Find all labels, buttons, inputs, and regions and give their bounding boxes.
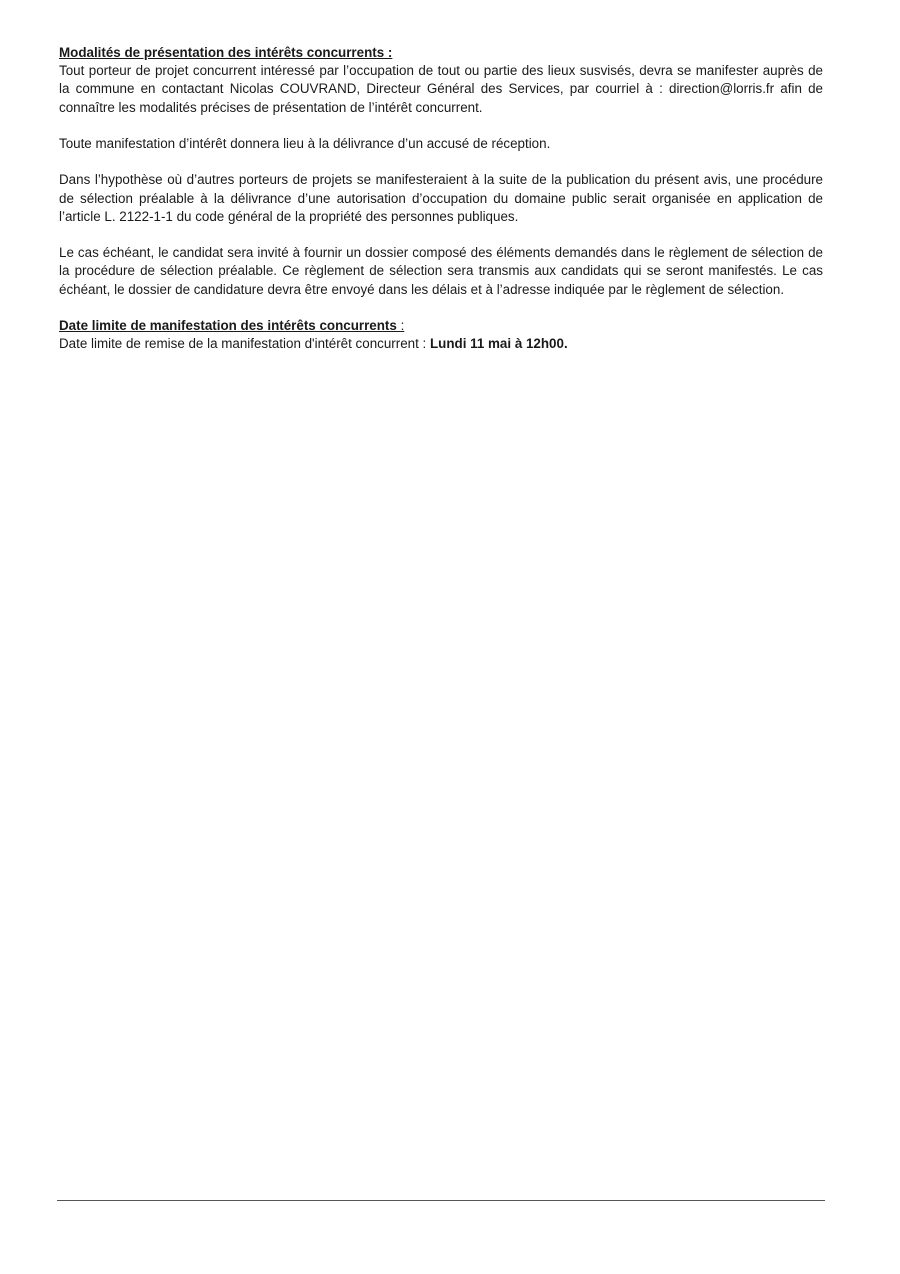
spacer xyxy=(59,153,823,171)
paragraph-candidate-file: Le cas échéant, le candidat sera invité à fournir un dossier composé des éléments demandés dans le règlement de sélection de la procédure de sélection préalable. Ce règlement de sélection sera transmis aux candidats qui se seront manifestés. Le cas échéant, le dossier de candidature devra être envoyé dans les délais et à l’adresse indiquée par le règlement de sélection. xyxy=(59,245,823,297)
footer-divider xyxy=(57,1200,825,1201)
paragraph-acknowledgement: Toute manifestation d’intérêt donnera lieu à la délivrance d’un accusé de réception. xyxy=(59,136,551,151)
spacer xyxy=(59,117,823,135)
paragraph-contact: Tout porteur de projet concurrent intéressé par l’occupation de tout ou partie des lieux susvisés, devra se manifester auprès de la commune en contactant Nicolas COUVRAND, Directeur Général des Services, par courriel à : direction@lorris.fr afin de connaître les modalités précises de présentation de l’intérêt concurrent. xyxy=(59,63,823,115)
spacer xyxy=(59,299,823,317)
paragraph-selection-procedure: Dans l’hypothèse où d’autres porteurs de projets se manifesteraient à la suite de la publication du présent avis, une procédure de sélection préalable à la délivrance d’une autorisation d’occupation du domaine public serait organisée en application de l’article L. 2122-1-1 du code général de la propriété des personnes publiques. xyxy=(59,172,823,224)
spacer xyxy=(59,226,823,244)
section-heading-modalites: Modalités de présentation des intérêts concurrents : xyxy=(59,45,393,60)
section-heading-deadline: Date limite de manifestation des intérêts concurrents : xyxy=(59,317,405,333)
deadline-value: Lundi 11 mai à 12h00. xyxy=(429,336,568,352)
deadline-label: Date limite de remise de la manifestation d'intérêt concurrent : xyxy=(59,336,430,352)
document-page xyxy=(59,44,823,353)
paragraph-deadline xyxy=(59,335,823,353)
